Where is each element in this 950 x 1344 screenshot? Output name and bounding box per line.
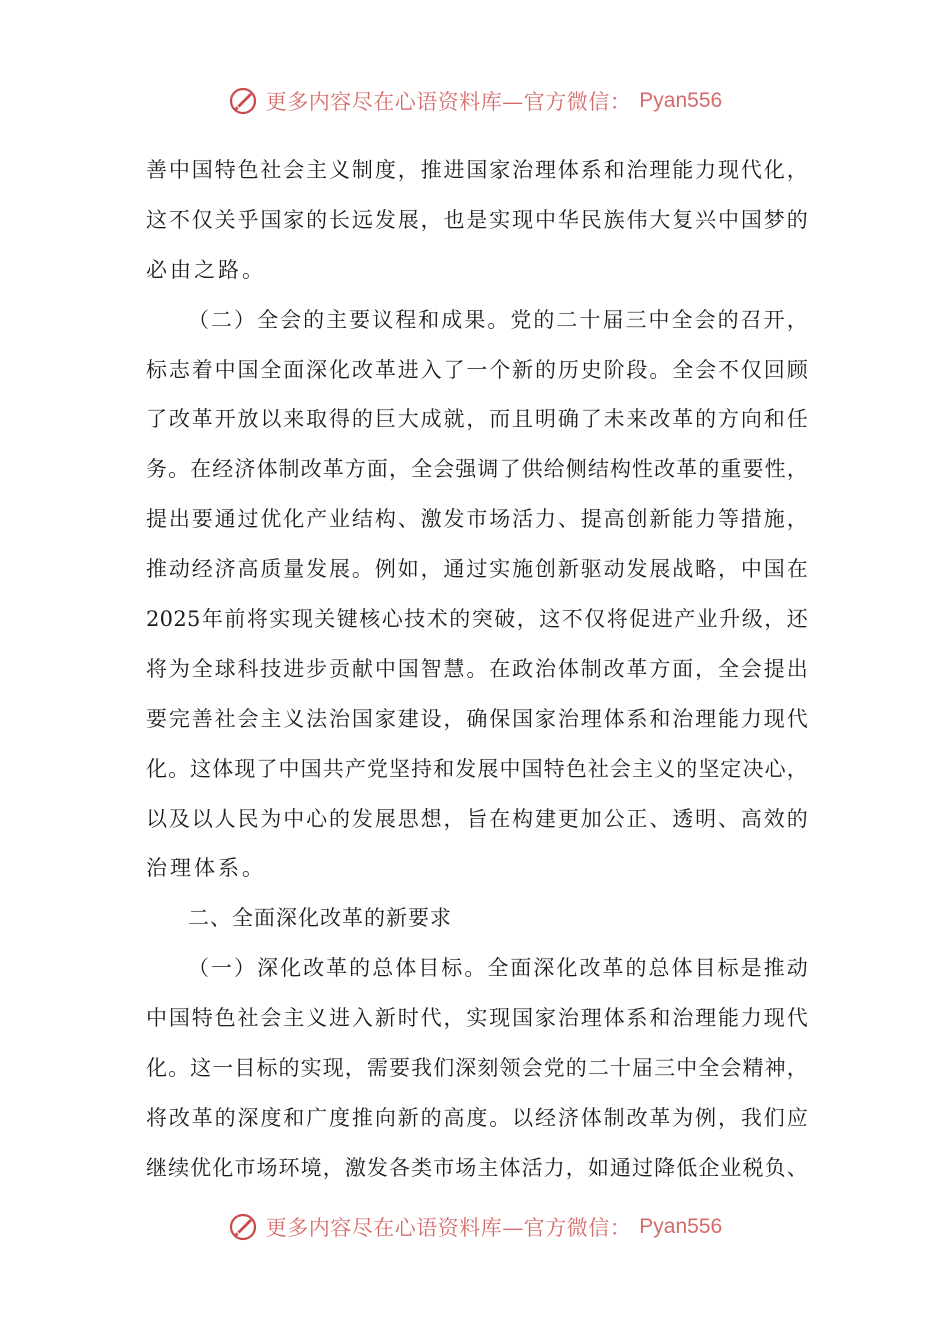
watermark-wechat-id: Pyan556: [639, 89, 723, 112]
text-line: 以及以人民为中心的发展思想，旨在构建更加公正、透明、高效的: [146, 806, 808, 831]
quill-logo-icon: [228, 1212, 258, 1242]
header-watermark: [0, 86, 950, 116]
text-line: 这不仅关乎国家的长远发展，也是实现中华民族伟大复兴中国梦的: [146, 207, 808, 232]
watermark-text: 更多内容尽在心语资料库—官方微信：: [265, 90, 632, 114]
text-line: 务。在经济体制改革方面，全会强调了供给侧结构性改革的重要性，: [146, 457, 808, 482]
text-line: （一）深化改革的总体目标。全面深化改革的总体目标是推动: [188, 956, 808, 981]
text-line: 要完善社会主义法治国家建设，确保国家治理体系和治理能力现代: [146, 706, 808, 731]
watermark-wechat-id: Pyan556: [639, 1215, 723, 1238]
quill-logo-icon: [228, 86, 258, 116]
footer-watermark: [0, 1212, 950, 1242]
text-line: 继续优化市场环境，激发各类市场主体活力，如通过降低企业税负、: [146, 1155, 808, 1180]
text-line: 2025年前将实现关键核心技术的突破，这不仅将促进产业升级，还: [146, 607, 808, 632]
text-line: 必由之路。: [146, 257, 266, 282]
text-line: 中国特色社会主义进入新时代，实现国家治理体系和治理能力现代: [146, 1006, 808, 1031]
text-line: 了改革开放以来取得的巨大成就，而且明确了未来改革的方向和任: [146, 407, 808, 432]
text-line: 推动经济高质量发展。例如，通过实施创新驱动发展战略，中国在: [146, 557, 808, 582]
text-line: 提出要通过优化产业结构、激发市场活力、提高创新能力等措施，: [146, 507, 808, 532]
watermark-text: 更多内容尽在心语资料库—官方微信：: [265, 1216, 632, 1240]
text-line: 标志着中国全面深化改革进入了一个新的历史阶段。全会不仅回顾: [146, 357, 808, 382]
text-line: 善中国特色社会主义制度，推进国家治理体系和治理能力现代化，: [146, 158, 808, 182]
text-line: （二）全会的主要议程和成果。党的二十届三中全会的召开，: [188, 307, 808, 332]
document-body: [146, 146, 808, 1194]
text-line: 化。这一目标的实现，需要我们深刻领会党的二十届三中全会精神，: [146, 1056, 808, 1081]
section-heading: 二、全面深化改革的新要求: [188, 906, 452, 931]
text-line: 化。这体现了中国共产党坚持和发展中国特色社会主义的坚定决心，: [146, 756, 808, 781]
text-line: 治理体系。: [146, 856, 266, 881]
text-line: 将为全球科技进步贡献中国智慧。在政治体制改革方面，全会提出: [146, 656, 808, 681]
text-line: 将改革的深度和广度推向新的高度。以经济体制改革为例，我们应: [146, 1105, 808, 1130]
